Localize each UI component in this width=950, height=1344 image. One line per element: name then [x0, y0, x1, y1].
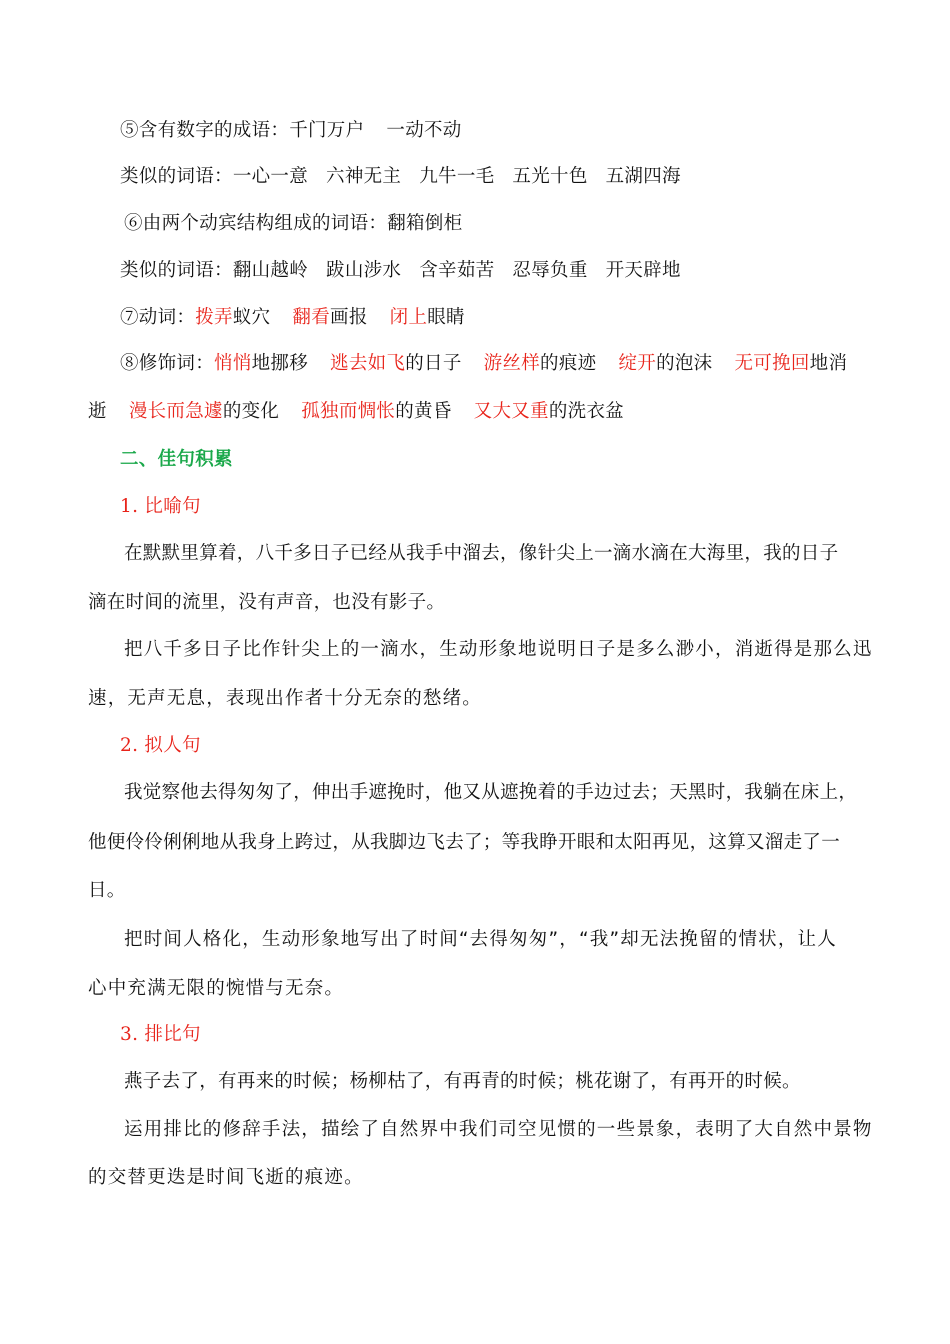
- highlighted-modifier: 绽开: [618, 353, 657, 374]
- idiom: 含辛茹苦: [419, 260, 495, 281]
- example-sentence: 日。: [88, 880, 126, 901]
- highlighted-modifier: 悄悄: [214, 353, 252, 374]
- phrase-rest: 眼睛: [427, 307, 465, 328]
- idiom: 五光十色: [512, 166, 588, 187]
- example-sentence: 我觉察他去得匆匆了，伸出手遮挽时，他又从遮挽着的手边过去；天黑时，我躺在床上，: [124, 782, 858, 803]
- item-label: ⑤含有数字的成语：: [120, 120, 290, 141]
- phrase-rest: 的黄昏: [395, 401, 452, 422]
- phrase-rest: 蚁穴: [232, 307, 271, 328]
- item-label: ⑥由两个动宾结构组成的词语：: [124, 213, 388, 234]
- highlighted-modifier: 逃去如飞: [330, 353, 406, 374]
- phrase-rest: 的日子: [405, 353, 462, 374]
- analysis-note: 的交替更迭是时间飞逝的痕迹。: [88, 1167, 364, 1188]
- idiom: 千门万户: [289, 120, 365, 141]
- highlighted-verb: 翻看: [292, 307, 331, 328]
- example-sentence: 在默默里算着，八千多日子已经从我手中溜去，像针尖上一滴水滴在大海里，我的日子: [124, 543, 839, 564]
- idiom: 五湖四海: [605, 166, 681, 187]
- vocab-item-8: [120, 351, 847, 377]
- highlighted-verb: 闭上: [389, 307, 428, 328]
- phrase-rest: 地挪移: [251, 353, 309, 374]
- idiom: 跋山涉水: [326, 260, 402, 281]
- phrase-rest: 的洗衣盆: [548, 401, 625, 422]
- idiom: 一动不动: [386, 120, 462, 141]
- section-title: 二、佳句积累: [120, 449, 233, 470]
- subheading-parallelism: 3. 排比句: [120, 1024, 201, 1045]
- item-label: 类似的词语：: [120, 166, 233, 187]
- vocab-item-5: [120, 118, 462, 144]
- analysis-note: 把八千多日子比作针尖上的一滴水，生动形象地说明日子是多么渺小，消逝得是那么迅: [124, 639, 873, 660]
- idiom: 一心一意: [232, 166, 309, 187]
- phrase-rest: 逝: [88, 401, 107, 422]
- analysis-note: 心中充满无限的惋惜与无奈。: [88, 978, 345, 999]
- example-sentence: 他便伶伶俐俐地从我身上跨过，从我脚边飞去了；等我睁开眼和太阳再见，这算又溜走了一: [88, 832, 841, 853]
- idiom: 翻山越岭: [232, 260, 309, 281]
- item-label: ⑧修饰词：: [120, 353, 215, 374]
- item-label: 类似的词语：: [120, 260, 233, 281]
- idiom: 翻箱倒柜: [387, 213, 463, 234]
- highlighted-modifier: 漫长而急遽: [128, 401, 223, 422]
- phrase-rest: 的痕迹: [540, 353, 597, 374]
- example-sentence: 燕子去了，有再来的时候；杨柳枯了，有再青的时候；桃花谢了，有再开的时候。: [124, 1071, 801, 1092]
- phrase-rest: 的泡沫: [656, 353, 713, 374]
- phrase-rest: 的变化: [222, 401, 280, 422]
- highlighted-modifier: 无可挽回: [734, 353, 810, 374]
- subheading-personification: 2. 拟人句: [120, 735, 201, 756]
- highlighted-verb: 拨弄: [195, 307, 233, 328]
- vocab-item-8-continued: [88, 399, 624, 425]
- subheading-metaphor: 1. 比喻句: [120, 496, 201, 517]
- similar-words-6: [120, 258, 681, 284]
- analysis-note: 运用排比的修辞手法，描绘了自然界中我们司空见惯的一些景象，表明了大自然中景物: [124, 1119, 873, 1140]
- phrase-rest: 画报: [330, 307, 368, 328]
- example-sentence: 滴在时间的流里，没有声音，也没有影子。: [88, 592, 446, 613]
- vocab-item-6: [124, 211, 462, 237]
- analysis-note: 把时间人格化，生动形象地写出了时间“去得匆匆”，“我”却无法挽留的情状，让人: [124, 929, 837, 950]
- phrase-rest: 地消: [809, 353, 848, 374]
- similar-words-5: [120, 164, 681, 190]
- idiom: 开天辟地: [605, 260, 681, 281]
- highlighted-modifier: 又大又重: [473, 401, 549, 422]
- idiom: 六神无主: [326, 166, 402, 187]
- item-label: ⑦动词：: [120, 307, 196, 328]
- analysis-note: 速，无声无息，表现出作者十分无奈的愁绪。: [88, 688, 483, 709]
- highlighted-modifier: 孤独而惆怅: [301, 401, 396, 422]
- highlighted-modifier: 游丝样: [483, 353, 541, 374]
- idiom: 忍辱负重: [512, 260, 588, 281]
- vocab-item-7: [120, 305, 465, 331]
- idiom: 九牛一毛: [419, 166, 495, 187]
